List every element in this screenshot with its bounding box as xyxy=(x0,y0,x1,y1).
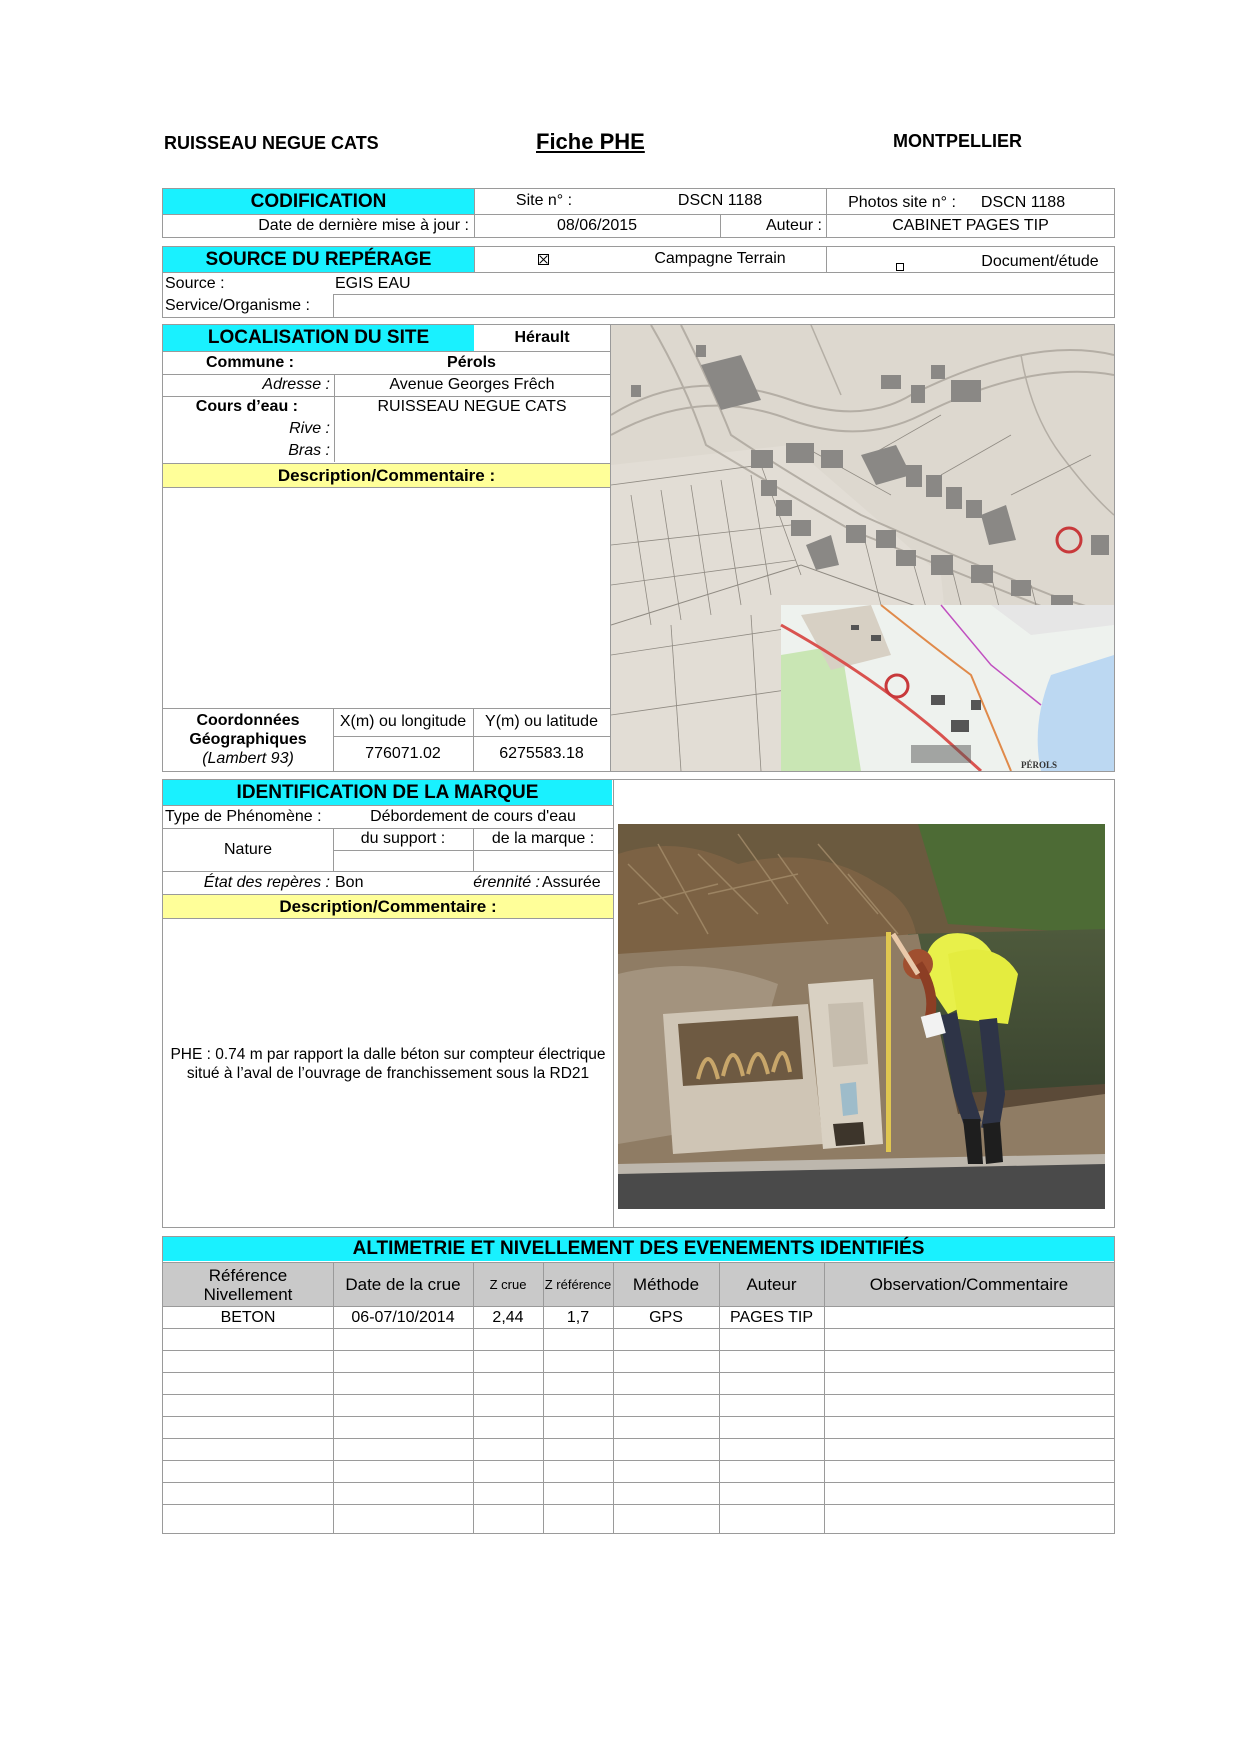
col-date-crue: Date de la crue xyxy=(345,1274,461,1294)
bras-label: Bras : xyxy=(288,441,330,459)
x-coordinate-value: 776071.02 xyxy=(365,744,441,762)
cell-z-crue xyxy=(473,1351,543,1372)
marque-value xyxy=(473,851,613,871)
coordinates-label-line2: Géographiques xyxy=(189,731,307,748)
cell-auteur xyxy=(719,1483,824,1504)
cell-methode xyxy=(613,1329,719,1350)
identification-description-title: Description/Commentaire : xyxy=(163,894,613,919)
header-city: MONTPELLIER xyxy=(893,131,1022,151)
cell-observation xyxy=(824,1351,1114,1372)
cell-date-crue xyxy=(333,1417,473,1438)
topographic-map-image xyxy=(781,605,1114,771)
cell-observation xyxy=(824,1439,1114,1460)
cell-auteur xyxy=(719,1395,824,1416)
rive-label: Rive : xyxy=(289,419,330,437)
cell-date-crue xyxy=(333,1373,473,1394)
cours-eau-label: Cours d’eau : xyxy=(195,397,298,415)
cell-z-reference: 1,7 xyxy=(566,1308,590,1326)
document-etude-label: Document/étude xyxy=(981,253,1099,271)
cell-reference xyxy=(163,1373,333,1394)
cell-z-crue xyxy=(473,1439,543,1460)
cell-methode xyxy=(613,1439,719,1460)
localisation-title: LOCALISATION DU SITE xyxy=(163,325,474,351)
cell-observation xyxy=(824,1329,1114,1350)
cell-z-crue: 2,44 xyxy=(492,1308,524,1326)
col-auteur: Auteur xyxy=(746,1274,797,1294)
map-place-label: PÉROLS xyxy=(1021,760,1058,770)
cell-reference xyxy=(163,1439,333,1460)
coordinates-label-line3: (Lambert 93) xyxy=(202,750,294,767)
x-coordinate-label: X(m) ou longitude xyxy=(339,712,467,730)
adresse-value: Avenue Georges Frêch xyxy=(389,375,555,393)
cell-z-crue xyxy=(473,1417,543,1438)
coordinates-label xyxy=(163,711,333,768)
cell-z-reference xyxy=(543,1461,613,1482)
codification-title: CODIFICATION xyxy=(163,189,474,214)
coordinates-label-line1: Coordonnées xyxy=(196,712,300,729)
cell-auteur xyxy=(719,1351,824,1372)
cell-date-crue xyxy=(333,1461,473,1482)
phenomenon-type-value: Débordement de cours d'eau xyxy=(370,807,576,825)
cell-observation xyxy=(824,1417,1114,1438)
cell-z-reference xyxy=(543,1439,613,1460)
cell-reference xyxy=(163,1395,333,1416)
cell-date-crue xyxy=(333,1395,473,1416)
cell-auteur xyxy=(719,1417,824,1438)
table-row xyxy=(163,1482,1115,1504)
document-etude-checkbox[interactable] xyxy=(896,258,904,276)
field-photo-image xyxy=(618,824,1105,1209)
cell-methode xyxy=(613,1373,719,1394)
cell-auteur xyxy=(719,1439,824,1460)
cell-observation xyxy=(824,1461,1114,1482)
cell-methode: GPS xyxy=(649,1308,683,1326)
photos-site-label: Photos site n° : xyxy=(848,194,956,212)
cell-z-crue xyxy=(473,1329,543,1350)
table-row xyxy=(163,1460,1115,1482)
commune-label: Commune : xyxy=(206,353,294,371)
author-value: CABINET PAGES TIP xyxy=(892,216,1049,234)
cell-observation xyxy=(824,1373,1114,1394)
rive-value xyxy=(334,418,610,440)
cell-observation xyxy=(824,1505,1114,1526)
cell-auteur xyxy=(719,1329,824,1350)
table-row xyxy=(163,1438,1115,1460)
marque-label: de la marque : xyxy=(491,829,595,847)
photos-site-value: DSCN 1188 xyxy=(980,194,1066,212)
source-title: SOURCE DU REPÉRAGE xyxy=(163,247,474,272)
cell-observation xyxy=(824,1395,1114,1416)
cell-methode xyxy=(613,1395,719,1416)
table-row xyxy=(163,1394,1115,1416)
cell-z-crue xyxy=(473,1461,543,1482)
cell-z-crue xyxy=(473,1395,543,1416)
cell-observation xyxy=(824,1483,1114,1504)
table-row xyxy=(163,1328,1115,1350)
cell-z-crue xyxy=(473,1505,543,1526)
altimetrie-title: ALTIMETRIE ET NIVELLEMENT DES EVENEMENTS IDENTIFIÉS xyxy=(163,1237,1114,1261)
cell-methode xyxy=(613,1351,719,1372)
update-date-value: 08/06/2015 xyxy=(556,216,638,234)
cell-date-crue xyxy=(333,1483,473,1504)
table-row xyxy=(163,1504,1115,1526)
col-z-crue: Z crue xyxy=(489,1277,527,1292)
departement-value: Hérault xyxy=(514,328,570,346)
cell-methode xyxy=(613,1483,719,1504)
cell-auteur xyxy=(719,1505,824,1526)
phenomenon-type-label: Type de Phénomène : xyxy=(165,807,322,825)
cadastral-map-image xyxy=(611,325,1114,771)
field-photo xyxy=(618,824,1105,1209)
cell-auteur xyxy=(719,1373,824,1394)
cell-date-crue xyxy=(333,1439,473,1460)
cell-z-reference xyxy=(543,1373,613,1394)
site-number-value: DSCN 1188 xyxy=(677,192,763,210)
identification-description-value: PHE : 0.74 m par rapport la dalle béton sur compteur électrique situé à l’aval de l’ouvrage de franchissement sous la RD21 xyxy=(170,1046,606,1082)
cell-date-crue xyxy=(333,1505,473,1526)
cell-reference xyxy=(163,1329,333,1350)
identification-title: IDENTIFICATION DE LA MARQUE xyxy=(163,780,612,805)
nature-label: Nature xyxy=(223,840,273,858)
cell-methode xyxy=(613,1505,719,1526)
cell-auteur: PAGES TIP xyxy=(730,1308,813,1326)
etat-reperes-value: Bon xyxy=(335,873,364,891)
y-coordinate-label: Y(m) ou latitude xyxy=(485,712,598,730)
site-number-label: Site n° : xyxy=(515,192,573,210)
commune-value: Pérols xyxy=(447,353,496,371)
cell-z-reference xyxy=(543,1329,613,1350)
perennite-label: érennité : xyxy=(473,873,540,891)
y-coordinate-value: 6275583.18 xyxy=(499,744,584,762)
table-row xyxy=(163,1306,1115,1328)
update-date-label: Date de dernière mise à jour : xyxy=(258,216,469,234)
cell-z-reference xyxy=(543,1483,613,1504)
col-observation: Observation/Commentaire xyxy=(869,1274,1069,1294)
cours-eau-value: RUISSEAU NEGUE CATS xyxy=(377,397,567,415)
col-methode: Méthode xyxy=(632,1274,700,1294)
localisation-description-title: Description/Commentaire : xyxy=(163,463,610,488)
cell-date-crue xyxy=(333,1329,473,1350)
cell-reference xyxy=(163,1505,333,1526)
adresse-label: Adresse : xyxy=(262,375,330,393)
cell-reference xyxy=(163,1351,333,1372)
localisation-description-value xyxy=(165,492,605,702)
col-z-reference: Z référence xyxy=(544,1277,612,1292)
support-label: du support : xyxy=(360,829,446,847)
service-label: Service/Organisme : xyxy=(165,297,310,314)
cell-date-crue xyxy=(333,1351,473,1372)
altimetrie-header-row xyxy=(163,1262,1114,1306)
table-row xyxy=(163,1372,1115,1394)
header-river-name: RUISSEAU NEGUE CATS xyxy=(164,133,379,153)
bras-value xyxy=(334,440,610,462)
etat-reperes-label: État des repères : xyxy=(203,873,330,891)
table-row xyxy=(163,1350,1115,1372)
source-value: EGIS EAU xyxy=(335,275,411,292)
campagne-terrain-label: Campagne Terrain xyxy=(654,250,786,268)
page-title: Fiche PHE xyxy=(536,129,645,154)
cell-z-reference xyxy=(543,1351,613,1372)
author-label: Auteur : xyxy=(765,216,822,234)
cell-date-crue: 06-07/10/2014 xyxy=(351,1308,455,1326)
site-map xyxy=(611,325,1114,771)
col-reference: Référence Nivellement xyxy=(203,1265,293,1304)
campagne-terrain-checkbox[interactable] xyxy=(538,252,549,270)
cell-methode xyxy=(613,1461,719,1482)
cell-methode xyxy=(613,1417,719,1438)
cell-z-reference xyxy=(543,1417,613,1438)
cell-observation xyxy=(824,1307,1114,1328)
cell-reference xyxy=(163,1483,333,1504)
cell-z-reference xyxy=(543,1505,613,1526)
cell-reference: BETON xyxy=(220,1308,276,1326)
cell-z-reference xyxy=(543,1395,613,1416)
cell-z-crue xyxy=(473,1483,543,1504)
cell-reference xyxy=(163,1461,333,1482)
perennite-value: Assurée xyxy=(542,873,601,891)
table-row xyxy=(163,1416,1115,1438)
cell-auteur xyxy=(719,1461,824,1482)
cell-z-crue xyxy=(473,1373,543,1394)
source-label: Source : xyxy=(165,275,225,292)
support-value xyxy=(333,851,473,871)
cell-reference xyxy=(163,1417,333,1438)
